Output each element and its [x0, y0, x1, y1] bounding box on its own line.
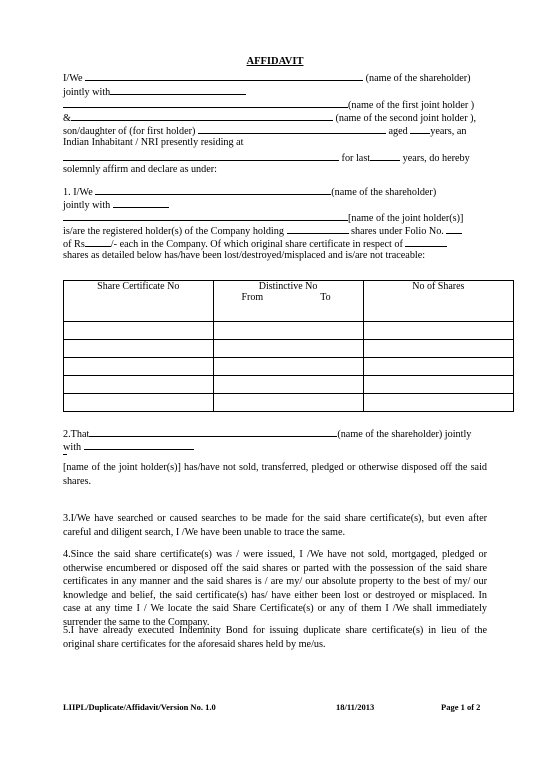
item1-jointly-with-label: jointly with — [63, 200, 111, 211]
shareholder-name-field[interactable] — [85, 71, 363, 81]
table-cell[interactable] — [64, 322, 214, 340]
item2-shareholder-field[interactable] — [89, 427, 337, 437]
table-cell[interactable] — [213, 322, 363, 340]
item1-line-1 — [63, 185, 436, 199]
intro-line-6: Indian Inhabitant / NRI presently residing at — [63, 137, 244, 148]
table-cell[interactable] — [363, 376, 513, 394]
certificate-count-field[interactable] — [405, 237, 447, 247]
intro-line-8: solemnly affirm and declare as under: — [63, 164, 217, 175]
table-cell[interactable] — [64, 376, 214, 394]
father-name-field[interactable] — [198, 124, 386, 134]
table-cell[interactable] — [64, 394, 214, 412]
item2-jointly-with-field[interactable] — [84, 440, 194, 450]
original-certificate-label: /- each in the Company. Of which original share certificate in respect of — [110, 239, 403, 250]
years-an-label: years, an — [430, 126, 467, 137]
item1-jointly-with-field[interactable] — [113, 198, 169, 208]
footer-page-number: Page 1 of 2 — [441, 702, 481, 712]
item2-shareholder-label: (name of the shareholder) jointly — [337, 429, 472, 440]
shares-count-field[interactable] — [287, 224, 349, 234]
shareholder-name-label: (name of the shareholder) — [365, 73, 471, 84]
header-no-of-shares: No of Shares — [363, 281, 513, 322]
table-cell[interactable] — [213, 394, 363, 412]
face-value-field[interactable] — [85, 237, 111, 247]
table-header-row — [64, 281, 514, 322]
item4-paragraph: 4.Since the said share certificate(s) was / were issued, I /We have not sold, mortgaged, pledged or otherwise encumbered or disposed off the said shares or parted with the possession of the said share certificates in any manner and the said shares is / are my/ our absolute property to the best of my/ our knowledge and belief, the said certificate(s) has/ have either been lost or destroyed or misplaced. In case at any time I / We locate the said Share Certificate(s) or any of them I /We shall immediately surrender the same to the Company. — [63, 549, 487, 628]
intro-line-4 — [63, 111, 476, 125]
to-label: To — [320, 292, 331, 303]
table-cell[interactable] — [213, 376, 363, 394]
table-cell[interactable] — [64, 340, 214, 358]
item1-line-4 — [63, 224, 462, 238]
table-row — [64, 340, 514, 358]
years-residing-field[interactable] — [370, 151, 400, 161]
aged-label: aged — [388, 126, 408, 137]
table-row — [64, 394, 514, 412]
item2-small-underline — [63, 454, 67, 455]
second-joint-holder-label: (name of the second joint holder ), — [335, 113, 477, 124]
for-last-label: for last — [341, 153, 371, 164]
table-cell[interactable] — [363, 358, 513, 376]
item1-joint-holders-field[interactable] — [63, 211, 348, 221]
first-joint-holder-field[interactable] — [63, 98, 348, 108]
table-cell[interactable] — [64, 358, 214, 376]
item1-iwe-label: 1. I/We — [63, 187, 93, 198]
footer-date: 18/11/2013 — [336, 702, 375, 712]
first-joint-holder-label: (name of the first joint holder ) — [348, 100, 475, 111]
rupees-label: of Rs — [63, 239, 85, 250]
ampersand-label: & — [63, 113, 71, 124]
from-label: From — [241, 292, 264, 303]
folio-label: shares under Folio No. — [351, 226, 444, 237]
item5-paragraph: 5.I have already executed Indemnity Bond for issuing duplicate share certificate(s) in lieu of the original share certificates for the aforesaid shares held by me/us. — [63, 625, 487, 650]
son-daughter-label: son/daughter of (for first holder) — [63, 126, 196, 137]
item1-line-5 — [63, 237, 447, 251]
holding-label: is/are the registered holder(s) of the Company holding — [63, 226, 284, 237]
item1-shareholder-label: (name of the shareholder) — [331, 187, 437, 198]
item1-line-6: shares as detailed below has/have been lost/destroyed/misplaced and is/are not traceable: — [63, 250, 426, 261]
item1-shareholder-field[interactable] — [95, 185, 331, 195]
intro-line-3 — [63, 98, 474, 112]
intro-line-7 — [63, 151, 470, 165]
age-field[interactable] — [410, 124, 430, 134]
distinctive-no-label: Distinctive No — [258, 281, 318, 292]
table-cell[interactable] — [363, 394, 513, 412]
table-row — [64, 322, 514, 340]
table-cell[interactable] — [213, 358, 363, 376]
item1-line-2 — [63, 198, 169, 212]
table-cell[interactable] — [363, 340, 513, 358]
item2-with-label: with — [63, 442, 82, 453]
intro-line-1 — [63, 71, 471, 85]
item2-line-1 — [63, 427, 471, 441]
header-share-certificate-no: Share Certificate No — [64, 281, 214, 322]
item3-paragraph: 3.I/We have searched or caused searches to be made for the said share certificate(s), but even after careful and diligent search, I /We have been unable to trace the same. — [63, 513, 487, 538]
item1-joint-holders-label: [name of the joint holder(s)] — [348, 213, 464, 224]
folio-number-field[interactable] — [446, 224, 462, 234]
table-cell[interactable] — [363, 322, 513, 340]
intro-iwe-label: I/We — [63, 73, 83, 84]
footer-version: LIIPL/Duplicate/Affidavit/Version No. 1.0 — [63, 702, 216, 712]
document-title: AFFIDAVIT — [246, 56, 304, 67]
jointly-with-field[interactable] — [110, 85, 246, 95]
table-cell[interactable] — [213, 340, 363, 358]
jointly-with-label: jointly with — [63, 87, 111, 98]
years-do-hereby-label: years, do hereby — [402, 153, 470, 164]
item2-that-label: 2.That — [63, 429, 90, 440]
item2-paragraph: [name of the joint holder(s)] has/have not sold, transferred, pledged or otherwise disposed off the said shares. — [63, 462, 487, 487]
item2-line-2 — [63, 440, 194, 454]
header-distinctive-no — [213, 281, 363, 322]
share-certificate-table — [63, 280, 514, 412]
table-row — [64, 358, 514, 376]
table-row — [64, 376, 514, 394]
intro-line-5 — [63, 124, 467, 138]
item1-line-3 — [63, 211, 463, 225]
address-field[interactable] — [63, 151, 339, 161]
second-joint-holder-field[interactable] — [71, 111, 333, 121]
intro-line-2 — [63, 85, 246, 99]
